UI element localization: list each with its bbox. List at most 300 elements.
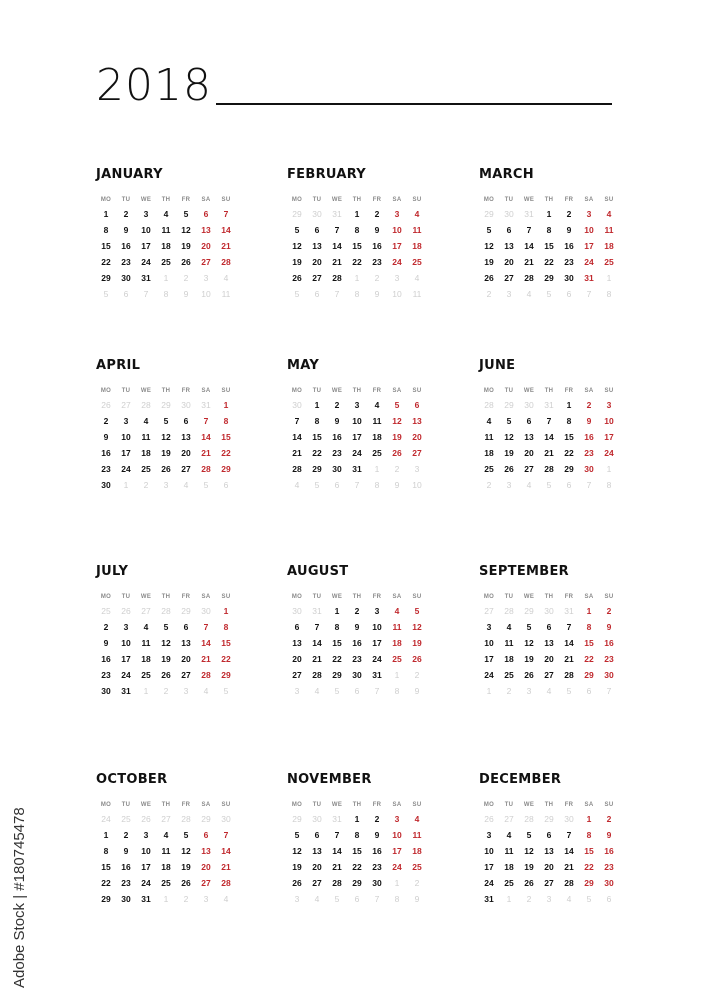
weekend-day: 21 (221, 241, 231, 251)
week-row (479, 619, 619, 635)
week-row (287, 891, 427, 907)
weekday-label: FR (564, 197, 574, 203)
day-cell: 30 (564, 273, 574, 283)
month-november (287, 771, 427, 907)
adjacent-month-day: 1 (163, 894, 169, 904)
day-cell: 16 (372, 241, 382, 251)
day-cell: 25 (161, 257, 171, 267)
day-cell: 1 (566, 400, 572, 410)
day-cell: 15 (332, 638, 342, 648)
day-cell: 19 (292, 862, 302, 872)
day-cell: 11 (141, 638, 151, 648)
week-row (479, 222, 619, 238)
weekend-day: 24 (392, 862, 402, 872)
weekday-label: TU (121, 388, 131, 394)
adjacent-month-day: 3 (183, 686, 189, 696)
weekday-label: SA (584, 594, 594, 600)
month-october (96, 771, 236, 907)
day-cell: 31 (352, 464, 362, 474)
weekend-day: 14 (201, 432, 211, 442)
weekend-day: 24 (604, 448, 614, 458)
weekend-day: 25 (604, 257, 614, 267)
weekend-day: 11 (392, 622, 402, 632)
day-cell: 11 (161, 846, 171, 856)
weekday-label: WE (523, 388, 535, 394)
day-cell: 5 (486, 225, 492, 235)
day-cell: 30 (332, 464, 342, 474)
weekday-label: TH (544, 802, 554, 808)
adjacent-month-day: 1 (374, 464, 380, 474)
weekend-day: 11 (412, 225, 422, 235)
week-row (96, 397, 236, 413)
week-row (96, 238, 236, 254)
weekday-label: SU (604, 197, 614, 203)
adjacent-month-day: 1 (394, 878, 400, 888)
day-cell: 6 (526, 416, 532, 426)
adjacent-month-day: 5 (314, 480, 320, 490)
weekend-day: 22 (221, 654, 231, 664)
adjacent-month-day: 7 (374, 686, 380, 696)
weekday-label: SA (201, 388, 211, 394)
weekday-label: WE (331, 802, 343, 808)
adjacent-month-day: 2 (486, 480, 492, 490)
adjacent-month-day: 4 (294, 480, 300, 490)
adjacent-month-day: 5 (103, 289, 109, 299)
day-cell: 12 (161, 638, 171, 648)
day-cell: 8 (566, 416, 572, 426)
day-cell: 11 (484, 432, 494, 442)
adjacent-month-day: 2 (183, 894, 189, 904)
weekend-day: 1 (223, 400, 229, 410)
adjacent-month-day: 1 (394, 670, 400, 680)
adjacent-month-day: 3 (294, 686, 300, 696)
adjacent-month-day: 4 (203, 686, 209, 696)
day-cell: 20 (181, 654, 191, 664)
adjacent-month-day: 3 (394, 273, 400, 283)
week-row (479, 238, 619, 254)
day-cell: 1 (354, 814, 360, 824)
adjacent-month-day: 29 (524, 606, 534, 616)
day-cell: 22 (332, 654, 342, 664)
adjacent-month-day: 8 (394, 894, 400, 904)
week-row (96, 811, 236, 827)
weekend-day: 8 (223, 416, 229, 426)
day-cell: 1 (354, 209, 360, 219)
day-cell: 16 (121, 241, 131, 251)
day-cell: 11 (161, 225, 171, 235)
adjacent-month-day: 4 (526, 289, 532, 299)
day-cell: 12 (161, 432, 171, 442)
week-row (479, 843, 619, 859)
adjacent-month-day: 1 (506, 894, 512, 904)
week-row (96, 206, 236, 222)
week-row (96, 651, 236, 667)
day-cell: 24 (121, 670, 131, 680)
weekend-day: 2 (586, 400, 592, 410)
week-row (287, 603, 427, 619)
week-row (479, 461, 619, 477)
adjacent-month-day: 4 (223, 894, 229, 904)
weekend-day: 7 (203, 622, 209, 632)
adjacent-month-day: 2 (506, 686, 512, 696)
day-cell: 3 (123, 622, 129, 632)
day-cell: 12 (181, 846, 191, 856)
weekday-label: SU (412, 197, 422, 203)
weekday-label: FR (181, 388, 191, 394)
day-cell: 3 (374, 606, 380, 616)
week-row (479, 603, 619, 619)
adjacent-month-day: 30 (292, 606, 302, 616)
day-cell: 4 (143, 622, 149, 632)
adjacent-month-day: 2 (163, 686, 169, 696)
weekend-day: 24 (392, 257, 402, 267)
week-row (479, 445, 619, 461)
day-cell: 26 (524, 878, 534, 888)
day-cell: 26 (161, 670, 171, 680)
day-cell: 8 (103, 225, 109, 235)
adjacent-month-day: 7 (334, 289, 340, 299)
day-cell: 2 (374, 209, 380, 219)
day-cell: 31 (372, 670, 382, 680)
week-row (287, 667, 427, 683)
week-row (479, 683, 619, 699)
adjacent-month-day: 3 (203, 273, 209, 283)
day-cell: 9 (374, 830, 380, 840)
day-cell: 19 (161, 448, 171, 458)
day-cell: 6 (314, 830, 320, 840)
week-row (287, 683, 427, 699)
day-cell: 12 (504, 432, 514, 442)
adjacent-month-day: 5 (334, 894, 340, 904)
day-cell: 23 (101, 670, 111, 680)
day-cell: 15 (101, 862, 111, 872)
day-cell: 7 (566, 830, 572, 840)
day-cell: 10 (141, 846, 151, 856)
weekend-day: 17 (604, 432, 614, 442)
weekday-label: SU (412, 594, 422, 600)
adjacent-month-day: 29 (292, 814, 302, 824)
day-cell: 1 (103, 830, 109, 840)
day-cell: 31 (141, 273, 151, 283)
weekday-header (287, 591, 427, 603)
weekday-label: SA (392, 802, 402, 808)
day-cell: 19 (524, 654, 534, 664)
weekday-label: SA (201, 197, 211, 203)
week-row (96, 843, 236, 859)
adjacent-month-day: 30 (312, 209, 322, 219)
weekday-label: TU (312, 594, 322, 600)
weekend-day: 28 (201, 464, 211, 474)
adjacent-month-day: 30 (312, 814, 322, 824)
adjacent-month-day: 31 (332, 814, 342, 824)
weekend-day: 6 (203, 830, 209, 840)
weekend-day: 20 (201, 241, 211, 251)
adjacent-month-day: 28 (504, 606, 514, 616)
day-cell: 28 (312, 670, 322, 680)
weekend-day: 1 (223, 606, 229, 616)
adjacent-month-day: 30 (201, 606, 211, 616)
weekday-label: TH (352, 197, 362, 203)
weekend-day: 29 (221, 670, 231, 680)
week-row (96, 477, 236, 493)
month-name: MARCH (479, 167, 534, 182)
weekend-day: 12 (392, 416, 402, 426)
day-cell: 26 (181, 257, 191, 267)
weekend-day: 13 (412, 416, 422, 426)
day-cell: 29 (544, 273, 554, 283)
weekday-label: MO (100, 197, 112, 203)
adjacent-month-day: 5 (546, 289, 552, 299)
weekday-label: TU (312, 802, 322, 808)
week-row (287, 859, 427, 875)
day-cell: 27 (504, 273, 514, 283)
weekend-day: 22 (584, 862, 594, 872)
weekend-day: 20 (412, 432, 422, 442)
week-row (287, 206, 427, 222)
day-cell: 31 (121, 686, 131, 696)
weekday-label: TH (352, 594, 362, 600)
day-cell: 26 (484, 273, 494, 283)
weekday-header (479, 799, 619, 811)
weekday-label: FR (181, 802, 191, 808)
weekday-label: TU (121, 594, 131, 600)
adjacent-month-day: 2 (526, 894, 532, 904)
adjacent-month-day: 3 (506, 289, 512, 299)
day-cell: 25 (504, 878, 514, 888)
day-cell: 12 (181, 225, 191, 235)
weekend-day: 28 (201, 670, 211, 680)
weekday-label: MO (483, 594, 495, 600)
day-cell: 26 (292, 878, 302, 888)
day-cell: 21 (544, 448, 554, 458)
day-cell: 17 (141, 241, 151, 251)
week-row (287, 397, 427, 413)
month-name: JULY (96, 564, 129, 579)
week-row (287, 619, 427, 635)
adjacent-month-day: 2 (183, 273, 189, 283)
day-cell: 8 (314, 416, 320, 426)
day-cell: 4 (506, 622, 512, 632)
weekend-day: 10 (604, 416, 614, 426)
weekend-day: 16 (604, 846, 614, 856)
weekend-day: 27 (201, 878, 211, 888)
day-cell: 27 (544, 670, 554, 680)
day-cell: 4 (163, 209, 169, 219)
month-february (287, 166, 427, 302)
weekday-label: SA (201, 802, 211, 808)
weekday-label: MO (291, 594, 303, 600)
weekend-day: 18 (604, 241, 614, 251)
day-cell: 14 (332, 846, 342, 856)
weekend-day: 9 (606, 830, 612, 840)
day-cell: 26 (504, 464, 514, 474)
day-cell: 17 (484, 862, 494, 872)
day-cell: 17 (372, 638, 382, 648)
month-name: DECEMBER (479, 772, 562, 787)
weekend-day: 10 (584, 225, 594, 235)
day-cell: 23 (564, 257, 574, 267)
week-row (96, 603, 236, 619)
weekend-day: 15 (221, 432, 231, 442)
month-august (287, 563, 427, 699)
day-cell: 9 (374, 225, 380, 235)
day-cell: 12 (524, 846, 534, 856)
weekend-day: 8 (586, 622, 592, 632)
day-cell: 25 (161, 878, 171, 888)
day-cell: 30 (121, 273, 131, 283)
week-row (96, 270, 236, 286)
weekend-day: 18 (392, 638, 402, 648)
day-cell: 26 (161, 464, 171, 474)
adjacent-month-day: 26 (101, 400, 111, 410)
week-row (479, 397, 619, 413)
month-name: NOVEMBER (287, 772, 372, 787)
adjacent-month-day: 30 (292, 400, 302, 410)
weekday-label: FR (372, 594, 382, 600)
weekend-day: 22 (221, 448, 231, 458)
weekday-label: SU (221, 197, 231, 203)
adjacent-month-day: 7 (374, 894, 380, 904)
day-cell: 19 (181, 862, 191, 872)
week-row (96, 635, 236, 651)
weekend-day: 20 (201, 862, 211, 872)
day-cell: 3 (486, 622, 492, 632)
weekday-label: SA (584, 388, 594, 394)
day-cell: 14 (292, 432, 302, 442)
adjacent-month-day: 7 (143, 289, 149, 299)
weekend-day: 1 (586, 606, 592, 616)
weekend-day: 25 (412, 862, 422, 872)
day-cell: 28 (564, 878, 574, 888)
day-cell: 24 (141, 878, 151, 888)
day-cell: 9 (123, 225, 129, 235)
day-cell: 24 (372, 654, 382, 664)
week-row (96, 891, 236, 907)
adjacent-month-day: 31 (524, 209, 534, 219)
month-september (479, 563, 619, 699)
day-cell: 5 (526, 830, 532, 840)
weekend-day: 28 (221, 257, 231, 267)
day-cell: 6 (546, 622, 552, 632)
day-cell: 3 (143, 209, 149, 219)
day-cell: 16 (101, 654, 111, 664)
weekday-label: TH (352, 802, 362, 808)
week-row (287, 238, 427, 254)
weekday-label: TH (544, 197, 554, 203)
weekend-day: 28 (221, 878, 231, 888)
weekend-day: 10 (392, 225, 402, 235)
day-cell: 30 (372, 878, 382, 888)
weekday-label: FR (564, 802, 574, 808)
weekday-label: WE (523, 802, 535, 808)
day-cell: 24 (484, 878, 494, 888)
day-cell: 6 (183, 416, 189, 426)
adjacent-month-day: 31 (201, 400, 211, 410)
adjacent-month-day: 1 (354, 273, 360, 283)
day-cell: 9 (354, 622, 360, 632)
day-cell: 23 (121, 257, 131, 267)
weekday-label: SA (584, 197, 594, 203)
week-row (479, 651, 619, 667)
adjacent-month-day: 6 (123, 289, 129, 299)
weekend-day: 30 (604, 878, 614, 888)
week-row (287, 875, 427, 891)
day-cell: 20 (312, 862, 322, 872)
weekend-day: 30 (604, 670, 614, 680)
weekday-label: TH (161, 802, 171, 808)
week-row (287, 413, 427, 429)
adjacent-month-day: 5 (334, 686, 340, 696)
weekday-label: SU (604, 388, 614, 394)
day-cell: 16 (101, 448, 111, 458)
week-row (96, 445, 236, 461)
weekend-day: 27 (201, 257, 211, 267)
day-cell: 22 (312, 448, 322, 458)
adjacent-month-day: 6 (354, 686, 360, 696)
month-name: SEPTEMBER (479, 564, 569, 579)
weekday-label: MO (100, 802, 112, 808)
weekday-label: SU (221, 388, 231, 394)
week-row (287, 477, 427, 493)
adjacent-month-day: 10 (201, 289, 211, 299)
day-cell: 9 (103, 432, 109, 442)
week-row (96, 222, 236, 238)
week-row (96, 683, 236, 699)
weekend-day: 1 (586, 814, 592, 824)
day-cell: 18 (504, 654, 514, 664)
adjacent-month-day: 27 (504, 814, 514, 824)
day-cell: 25 (484, 464, 494, 474)
week-row (287, 286, 427, 302)
day-cell: 29 (101, 894, 111, 904)
weekend-day: 3 (606, 400, 612, 410)
weekend-day: 4 (414, 814, 420, 824)
weekday-header (96, 591, 236, 603)
adjacent-month-day: 5 (294, 289, 300, 299)
weekday-label: MO (100, 388, 112, 394)
weekday-label: TH (161, 197, 171, 203)
month-name: JANUARY (96, 167, 163, 182)
day-cell: 22 (101, 257, 111, 267)
day-cell: 24 (121, 464, 131, 474)
day-cell: 15 (101, 241, 111, 251)
weekend-day: 14 (201, 638, 211, 648)
weekend-day: 10 (392, 830, 402, 840)
day-cell: 27 (292, 670, 302, 680)
weekday-label: FR (372, 802, 382, 808)
day-cell: 10 (484, 846, 494, 856)
day-cell: 10 (141, 225, 151, 235)
weekend-day: 9 (606, 622, 612, 632)
month-name: JUNE (479, 358, 516, 373)
weekday-label: SU (412, 388, 422, 394)
weekday-label: WE (140, 802, 152, 808)
weekday-label: MO (291, 388, 303, 394)
adjacent-month-day: 8 (354, 289, 360, 299)
day-cell: 5 (163, 622, 169, 632)
day-cell: 21 (524, 257, 534, 267)
day-cell: 19 (161, 654, 171, 664)
day-cell: 23 (332, 448, 342, 458)
day-cell: 2 (103, 622, 109, 632)
day-cell: 25 (141, 670, 151, 680)
day-cell: 24 (141, 257, 151, 267)
adjacent-month-day: 30 (524, 400, 534, 410)
day-cell: 13 (312, 846, 322, 856)
weekend-day: 7 (223, 830, 229, 840)
day-cell: 8 (546, 225, 552, 235)
weekday-label: FR (372, 388, 382, 394)
